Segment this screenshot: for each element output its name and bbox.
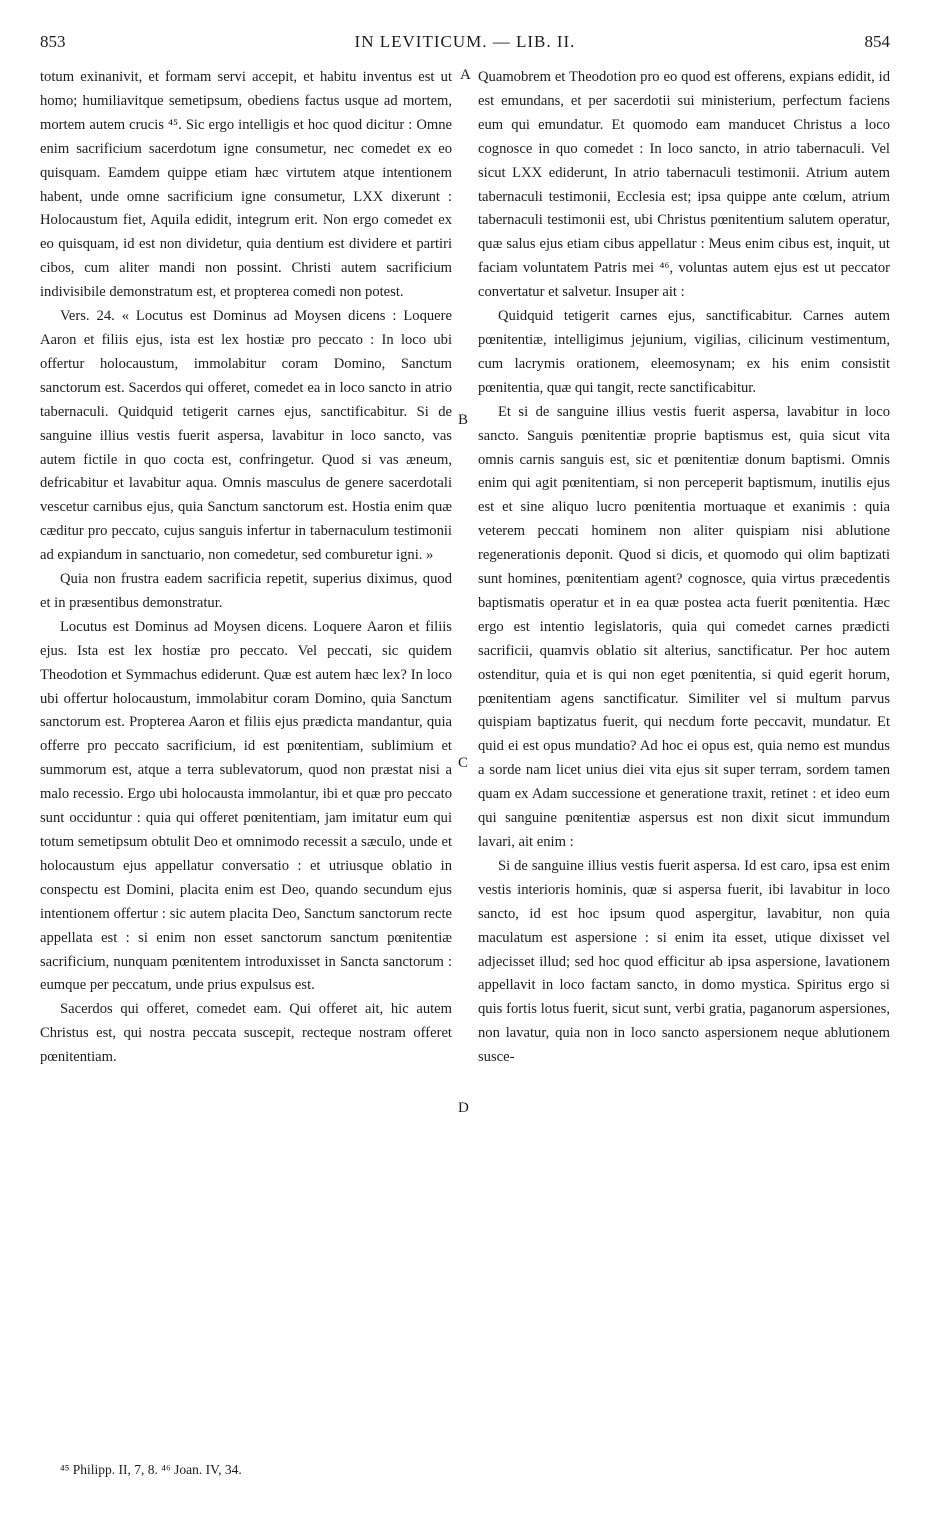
right-paragraph: Quidquid tetigerit carnes ejus, sanctificabitur. Carnes autem pœnitentiæ, intelligimus jejunium, vigilias, cilicinum vestimentum, cum lacrymis orationem, eleemosynam; ex his enim consistit pœnitentia, quæ qui tangit, recte sanctificabitur. [478,308,890,396]
margin-letter-c: C [458,755,469,771]
right-paragraph: Si de sanguine illius vestis fuerit aspersa. Id est caro, ipsa est enim vestis interioris hominis, quæ si aspersa fuerit, ibi lavabitur in loco sancto, id est hoc ipsum quod aspergitur, lavabitur, non quia maculatum est aspersione : si enim ita esset, utique dixisset vel adjecisset illud; sed hoc quod efficitur ab ipsa aspersione, lavationem appellavit in loco factam sancto, in domo mystica. Spiritus ergo si quis fortis lotus fuerit, sicut sunt, verbi gratia, paganorum aspersiones, non lavatur, quia non in loco sancto aspersionem neque ablutionem susce- [478,857,890,1066]
footnote: ⁴⁵ Philipp. II, 7, 8. ⁴⁶ Joan. IV, 34. [60,1462,242,1477]
left-paragraph: Locutus est Dominus ad Moysen dicens. Loquere Aaron et filiis ejus. Ista est lex hostiæ pro peccato. Vel peccati, sic quidem Theodotion et Symmachus ediderunt. Quæ est autem hæc lex? In loco ubi offertur holocaustum, immolabitur coram Domino, quia Sanctum sanctorum est. Propterea Aaron et filiis ejus prædicta mandantur, quia offerre pro peccato sacrificium, id est pœnitentiam, sublimium et summorum est, atque a terra sublevatorum, quod non præstat nisi a malo recessio. Ergo ubi holocausta immolantur, ibi et quæ pro peccato sunt occiduntur : quia qui offeret pœnitentiam, jam imitatur eum qui totum semetipsum obtulit Deo et omnimodo recessit a sæculo, unde et holocaustum ejus appellatur conversatio : et utriusque oblatio in conspectu est Domini, placita enim est Deo, quando secundum ejus intentionem offertur : sic autem placita Deo, Sanctum sanctorum recte appellata est : si enim non esset sanctorum sanctum pœnitentiæ sacrificium, nunquam pœnitentem introduxisset in Sancta sanctorum : eumque per peccatum, unde prius expulsus est. [40,618,452,994]
left-paragraph: Vers. 24. « Locutus est Dominus ad Moysen dicens : Loquere Aaron et filiis ejus, ista est lex hostiæ pro peccato : In loco ubi offertur holocaustum, immolabitur coram Domino, Sanctum sanctorum est. Sacerdos qui offeret, comedet ea in loco sancto in atrio tabernaculi. Quidquid tetigerit carnes ejus, sanctificabitur. Si de sanguine illius vestis fuerit aspersa, lavabitur in loco sancto, vas autem fictile in quo cocta est, confringetur. Quod si vas æneum, defricabitur et lavabitur aqua. Omnis masculus de genere sacerdotali vescetur carnibus ejus, quia Sanctum sanctorum est. Hostia enim quæ cæditur pro peccato, cujus sanguis infertur in tabernaculum testimonii ad expiandum in sanctuario, non comedetur, sed comburetur igni. » [40,308,452,564]
left-paragraph: Sacerdos qui offeret, comedet eam. Qui offeret ait, hic autem Christus est, qui nostra peccata suscepit, recteque nostram offeret pœnitentiam. [40,1001,452,1066]
margin-letter-b: B [458,412,469,428]
page-number-right: 854 [864,32,890,51]
right-paragraph: Quamobrem et Theodotion pro eo quod est offerens, expians edidit, id est emundans, et per sacerdotii sui ministerium, perfectum faciens eum qui emundatur. Et quomodo eam manducet Christus a loco cognosce in quo comedet : In loco sancto, in atrio tabernaculi. Vel sicut LXX ediderunt, In atrio tabernaculi testimonii. Atrium autem tabernaculi testimonii, Ecclesia est; ipsa quippe ante cœlum, atrium tabernaculi testimonii est, ubi Christus pœnitentium salutem operatur, quæ salus ejus etiam cibus appellatur : Meus enim cibus est, inquit, ut faciam voluntatem Patris mei ⁴⁶, voluntas autem ejus est ut peccator convertatur et salvetur. Insuper ait : [478,69,890,301]
right-column [478,66,890,1070]
right-paragraph: Et si de sanguine illius vestis fuerit aspersa, lavabitur in loco sancto. Sanguis pœnitentiæ proprie baptismus est, quia sicut vita omnis carnis sanguis est, sic et pœnitentiæ donum baptismi. Omnis enim qui agit pœnitentiam, si non perceperit baptismum, inutilis ejus est et sine aliquo lucro pœnitentia mortuaque et exanimis : quia veterem peccati hominem non aliter quispiam nisi ablutione regenerationis deponit. Quod si dicis, et quomodo qui olim baptizati sunt homines, pœnitentiam agent? cognosce, quia virtus præcedentis baptismatis operatur et in ea quæ postea acta fuerit pœnitentia. Hæc ergo est intentio legislatoris, quia qui comedet carnes prædicti sacrificii, quamvis oblatio sit alterius, sanctificatur. Per hoc autem ostenditur, quia et is qui non eget pœnitentia, si quid egerit horum, pœnitentiam agens sanctificatur. Similiter vel si multum parvus quispiam baptizatus fuerit, qui necdum forte peccavit, mundatur. Et quid ei est opus mundatio? Ad hoc ei opus est, quia nemo est mundus a sorde nam licet unius diei vita ejus sit super terram, sordem tamen quam ex Adam successione et generatione traxit, retinet : et ideo eum qui sanguine pœnitentiæ aspersus est non dixit sicut immundum lavari, ait enim : [478,403,890,850]
left-paragraph: totum exinanivit, et formam servi accepit, et habitu inventus est ut homo; humiliavitque semetipsum, obediens factus usque ad mortem, mortem autem crucis ⁴⁵. Sic ergo intelligis et hoc quod dicitur : Omne enim sacrificium sacerdotum igne consumetur, nec comedet ex eo quisquam. Eamdem quippe etiam hæc virtutem atque intentionem habent, unde omne sacrificium igne consumetur, LXX dixerunt : Holocaustum fiet, Aquila edidit, integrum erit. Non ergo comedet ex eo quisquam, id est non dividetur, quia dentium est dividere et partiri cibos, cum aliter mandi non possint. Christi autem sacrificium indivisibile demonstratum est, et propterea comedi non potest. [40,69,452,301]
running-header [40,32,890,58]
left-column [40,66,452,1070]
margin-letter-d: D [458,1100,469,1116]
running-title: IN LEVITICUM. — LIB. II. [354,32,576,51]
page-number-left: 853 [40,32,66,51]
margin-letter-a: A [460,67,471,83]
left-paragraph: Quia non frustra eadem sacrificia repetit, superius diximus, quod et in præsentibus demonstratur. [40,571,452,611]
